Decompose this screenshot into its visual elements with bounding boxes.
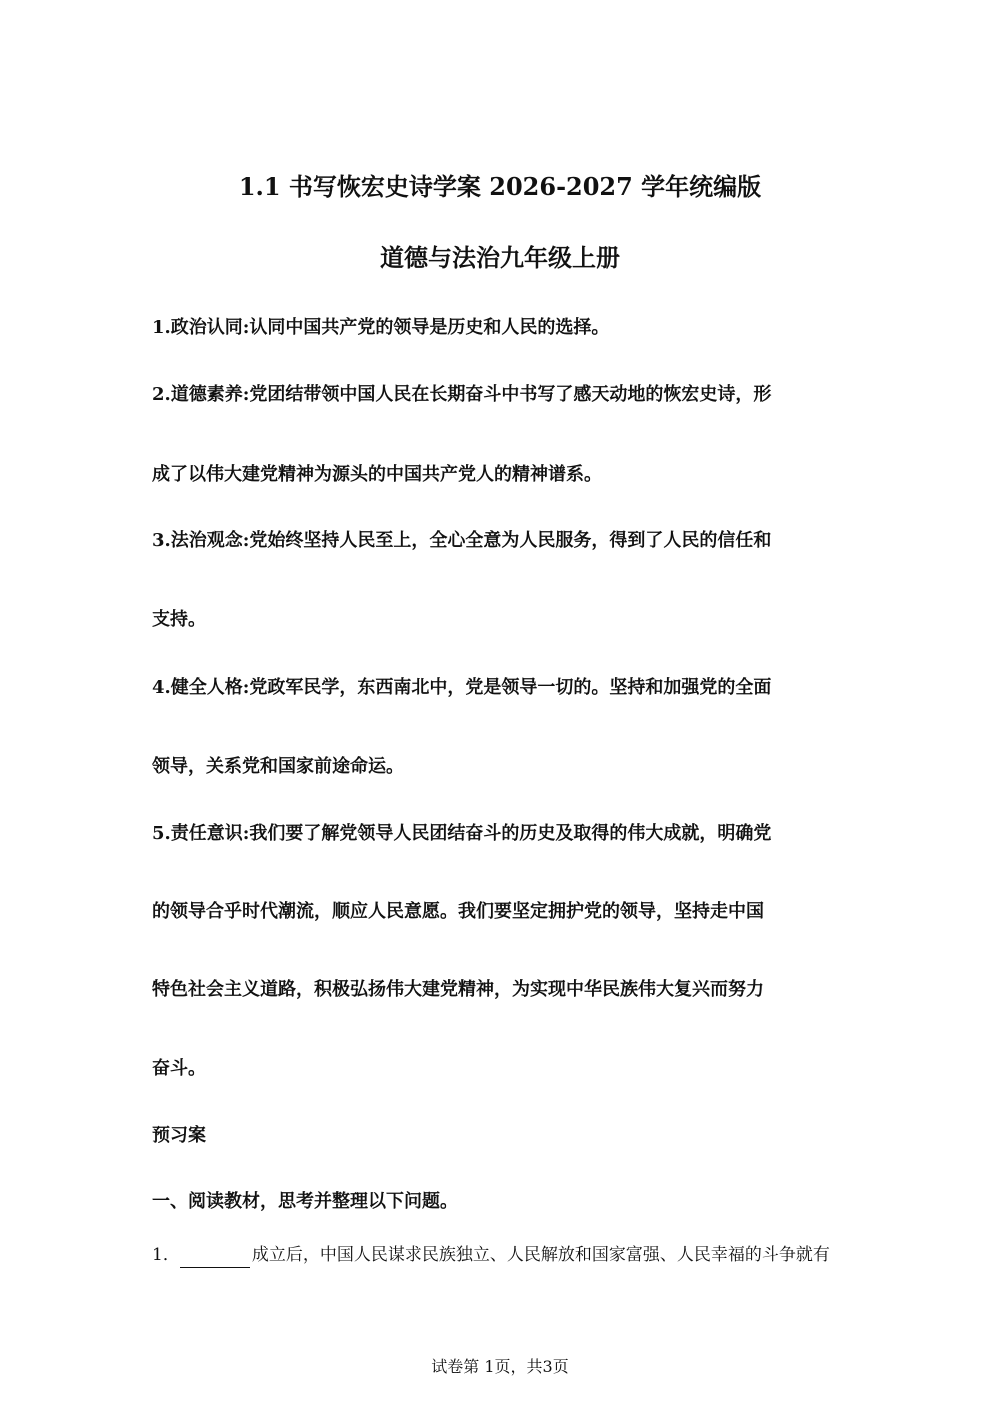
section-heading: 一、阅读教材，思考并整理以下问题。 [152, 1191, 458, 1212]
title-line-1: 1.1 书写恢宏史诗学案 2026-2027 学年统编版 [238, 172, 762, 201]
objective-4-line-1: 4.健全人格:党政军民学，东西南北中，党是领导一切的。坚持和加强党的全面 [152, 677, 772, 698]
page-footer: 试卷第 1页，共3页 [431, 1357, 569, 1376]
preview-heading: 预习案 [152, 1125, 206, 1146]
question-1-number: 1． [152, 1245, 180, 1265]
objective-1-line-1: 1.政治认同:认同中国共产党的领导是历史和人民的选择。 [152, 317, 610, 338]
objective-5-line-2: 的领导合乎时代潮流，顺应人民意愿。我们要坚定拥护党的领导，坚持走中国 [152, 901, 764, 922]
question-1 [152, 1242, 872, 1268]
objective-5-line-3: 特色社会主义道路，积极弘扬伟大建党精神，为实现中华民族伟大复兴而努力 [152, 979, 764, 1000]
objective-4-line-2: 领导，关系党和国家前途命运。 [152, 756, 404, 777]
objective-5-line-4: 奋斗。 [152, 1058, 206, 1079]
answer-blank[interactable] [180, 1249, 250, 1268]
objective-2-line-2: 成了以伟大建党精神为源头的中国共产党人的精神谱系。 [152, 464, 602, 485]
objective-3-line-2: 支持。 [152, 609, 206, 630]
objective-3-line-1: 3.法治观念:党始终坚持人民至上，全心全意为人民服务，得到了人民的信任和 [152, 530, 772, 551]
title-line-2: 道德与法治九年级上册 [380, 243, 620, 272]
objective-5-line-1: 5.责任意识:我们要了解党领导人民团结奋斗的历史及取得的伟大成就，明确党 [152, 823, 772, 844]
objective-2-line-1: 2.道德素养:党团结带领中国人民在长期奋斗中书写了感天动地的恢宏史诗，形 [152, 384, 772, 405]
question-1-text: 成立后，中国人民谋求民族独立、人民解放和国家富强、人民幸福的斗争就有 [251, 1245, 830, 1265]
